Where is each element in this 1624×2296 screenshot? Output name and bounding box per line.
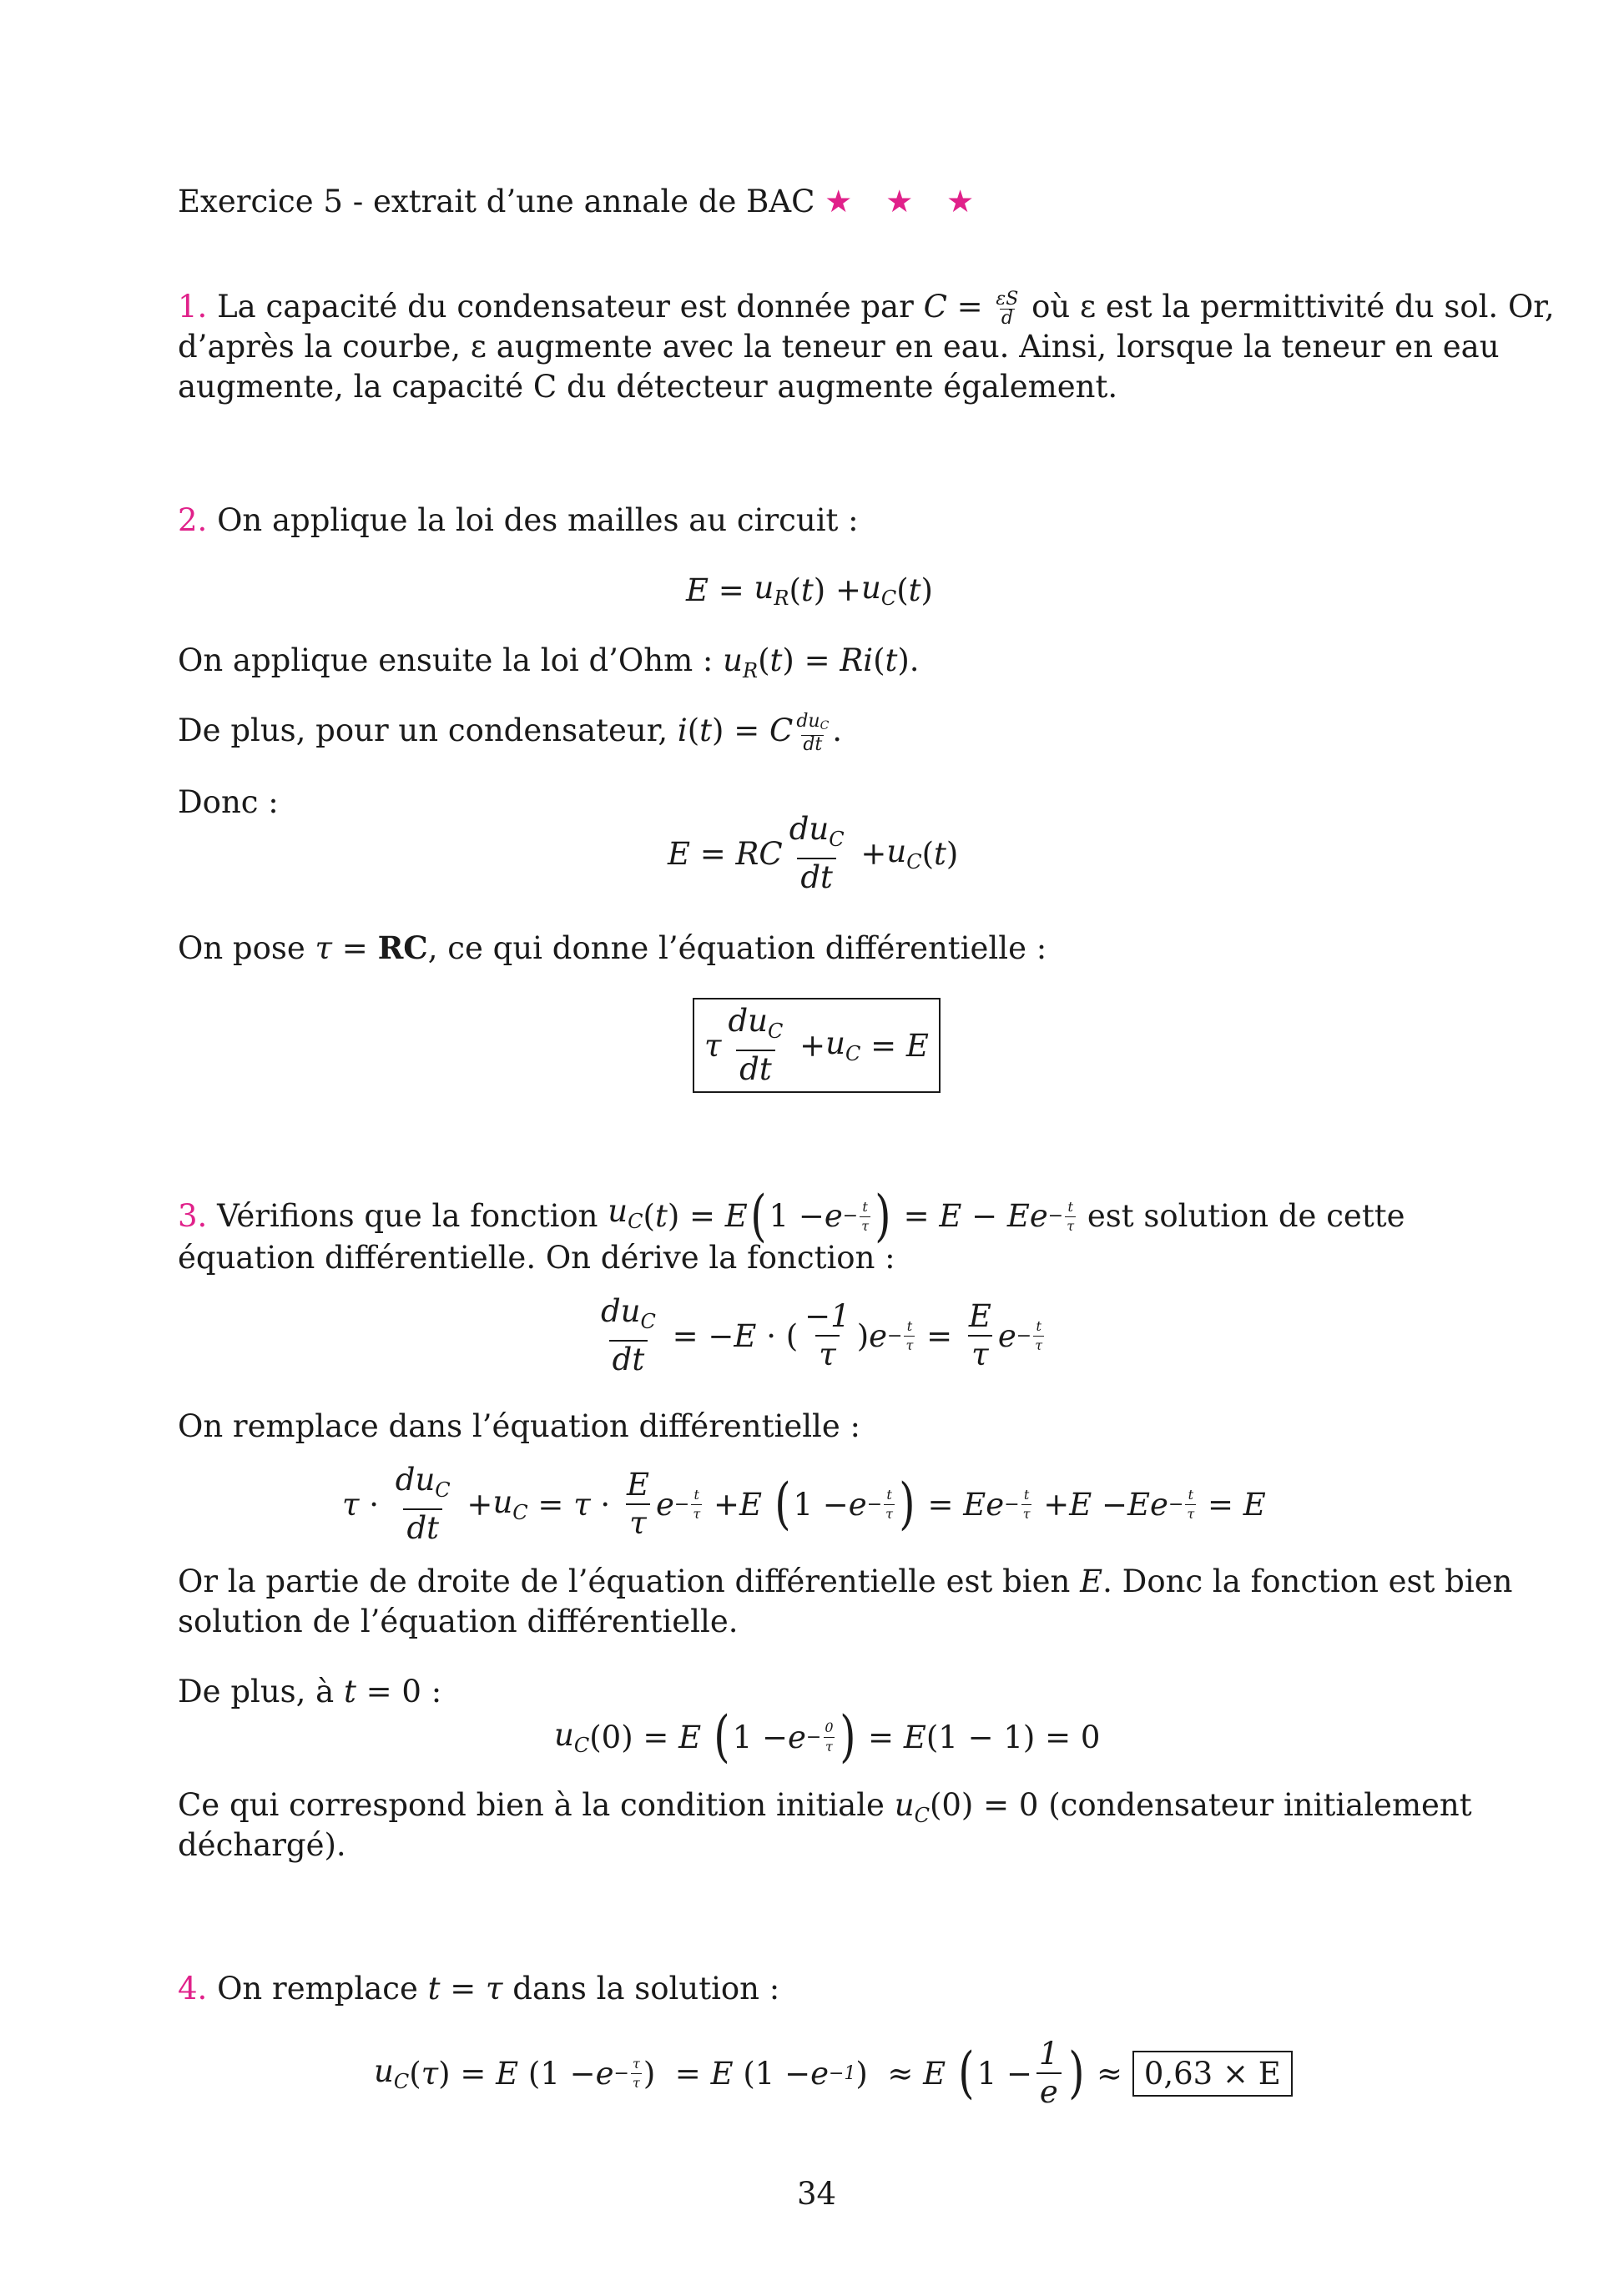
boxed-result: 0,63 × E [1132,2051,1293,2097]
q2-intro-text: On applique la loi des mailles au circuit : [217,502,859,538]
q2-ohm: On applique ensuite la loi d’Ohm : $u_R(t) = Ri(t)$. [178,642,920,682]
q3-ce1: Ce qui correspond bien à la condition initiale $u_C(0) = 0$ (condensateur initialement [178,1787,1472,1827]
q3-remplace: On remplace dans l’équation différentielle : [178,1408,861,1444]
q4-intro-text: On remplace [217,1971,418,2006]
exercise-title [178,182,986,222]
q3-line1b-text: est solution de cette [1087,1198,1405,1234]
q3-deplus: De plus, à t = 0 : [178,1674,442,1709]
q1-line3: augmente, la capacité C du détecteur augmente également. [178,369,1118,405]
q2-pose-text: On pose [178,930,305,966]
q2-cond: De plus, pour un condensateur, i(t) = C $\frac{du_C}{dt}$ . [178,710,843,755]
q2-donc: Donc : [178,784,279,820]
q4-intro: 4. On remplace t = τ dans la solution : [178,1971,780,2006]
q1-line1-text: La capacité du condensateur est donnée par [217,289,914,325]
equation-initial-condition: $u_C$ (0) = E ( 1 − e − $\frac{0}{\tau}$ ) = E (1 − 1) = 0 [554,1704,1101,1769]
q2-ohm-text: On applique ensuite la loi d’Ohm : [178,642,714,678]
q1-line1b-text: où ε est la permittivité du sol. Or, [1031,289,1555,325]
q3-ce1b-text: (condensateur initialement [1048,1787,1472,1823]
q2-pose-rest: , ce qui donne l’équation différentielle : [427,930,1047,966]
boxed-differential-equation: τ $\frac{du_C}{dt}$ + $u_C$ = E [693,998,941,1093]
q1-line1: 1. La capacité du condensateur est donnée par C = $\frac{\varepsilon S}{d}$ où ε est la permittivité du sol. Or, [178,289,1555,329]
q3-partie2: solution de l’équation différentielle. [178,1604,739,1639]
q3-deplus-text: De plus, à [178,1674,335,1709]
difficulty-stars: ★ ★ ★ [825,184,986,219]
capacity-fraction: $\frac{\varepsilon S}{d}$ [996,289,1019,329]
q3-ce1-text: Ce qui correspond bien à la condition initiale [178,1787,885,1823]
q2-intro [178,501,859,541]
q3-line1-text: Vérifions que la fonction [217,1198,598,1234]
exercise-title-text: Exercice 5 - extrait d’une annale de BAC [178,184,815,219]
page-number: 34 [797,2176,837,2212]
equation-rc-combined: E = RC $\frac{du_C}{dt}$ + $u_C$ ( t ) [668,811,959,895]
q4-number: 4. [178,1971,208,2006]
q3-line2: équation différentielle. On dérive la fonction : [178,1240,895,1276]
q2-pose: On pose τ = RC, ce qui donne l’équation différentielle : [178,929,1047,966]
q1-number: 1. [178,289,208,325]
q1-line2: d’après la courbe, ε augmente avec la teneur en eau. Ainsi, lorsque la teneur en eau [178,329,1500,365]
equation-mailles: E = $u_R$ ( t ) + $u_C$ ( t ) [686,570,933,610]
equation-tau-result: $u_C$ ( τ ) = E (1 − e − $\frac{\tau}{\tau}$ ) = E (1 − e −1 ) ≈ E ( 1 − $\frac{1}{e}$ ) ≈ 0,63 × E [374,2036,1293,2111]
q3-ce2: déchargé). [178,1827,346,1863]
rc-bold: RC [377,929,428,966]
q4-intro-b-text: dans la solution : [512,1971,780,2006]
q3-line1: 3. Vérifions que la fonction $u_C$ ( t ) = E ( 1 − e − $\frac{t}{\tau}$ ) = E − Ee − $\frac{t}{\tau}$ est solution de cette [178,1184,1405,1248]
q3-partie1: Or la partie de droite de l’équation différentielle est bien E. Donc la fonction est bien [178,1563,1513,1599]
q3-partie1-text: Or la partie de droite de l’équation différentielle est bien [178,1563,1071,1599]
q3-partie1b-text: . Donc la fonction est bien [1102,1563,1513,1599]
equation-substitution: τ · $\frac{du_C}{dt}$ + $u_C$ = τ · $\frac{E}{\tau}$ e − $\frac{t}{\tau}$ + E ( 1 − e − $\frac{t}{\tau}$ ) = Ee − $\frac{t}{\tau}$ + E − Ee − $\frac{t}{\tau}$ = E [342,1462,1266,1546]
equation-derivative: $\frac{du_C}{dt}$ = − E · ( $\frac{-1}{\tau}$ ) e − $\frac{t}{\tau}$ = $\frac{E}{\tau}$ e − $\frac{t}{\tau}$ [601,1293,1043,1377]
q2-cond-text: De plus, pour un condensateur, [178,712,668,748]
q3-number: 3. [178,1198,208,1234]
q2-number: 2. [178,502,208,538]
